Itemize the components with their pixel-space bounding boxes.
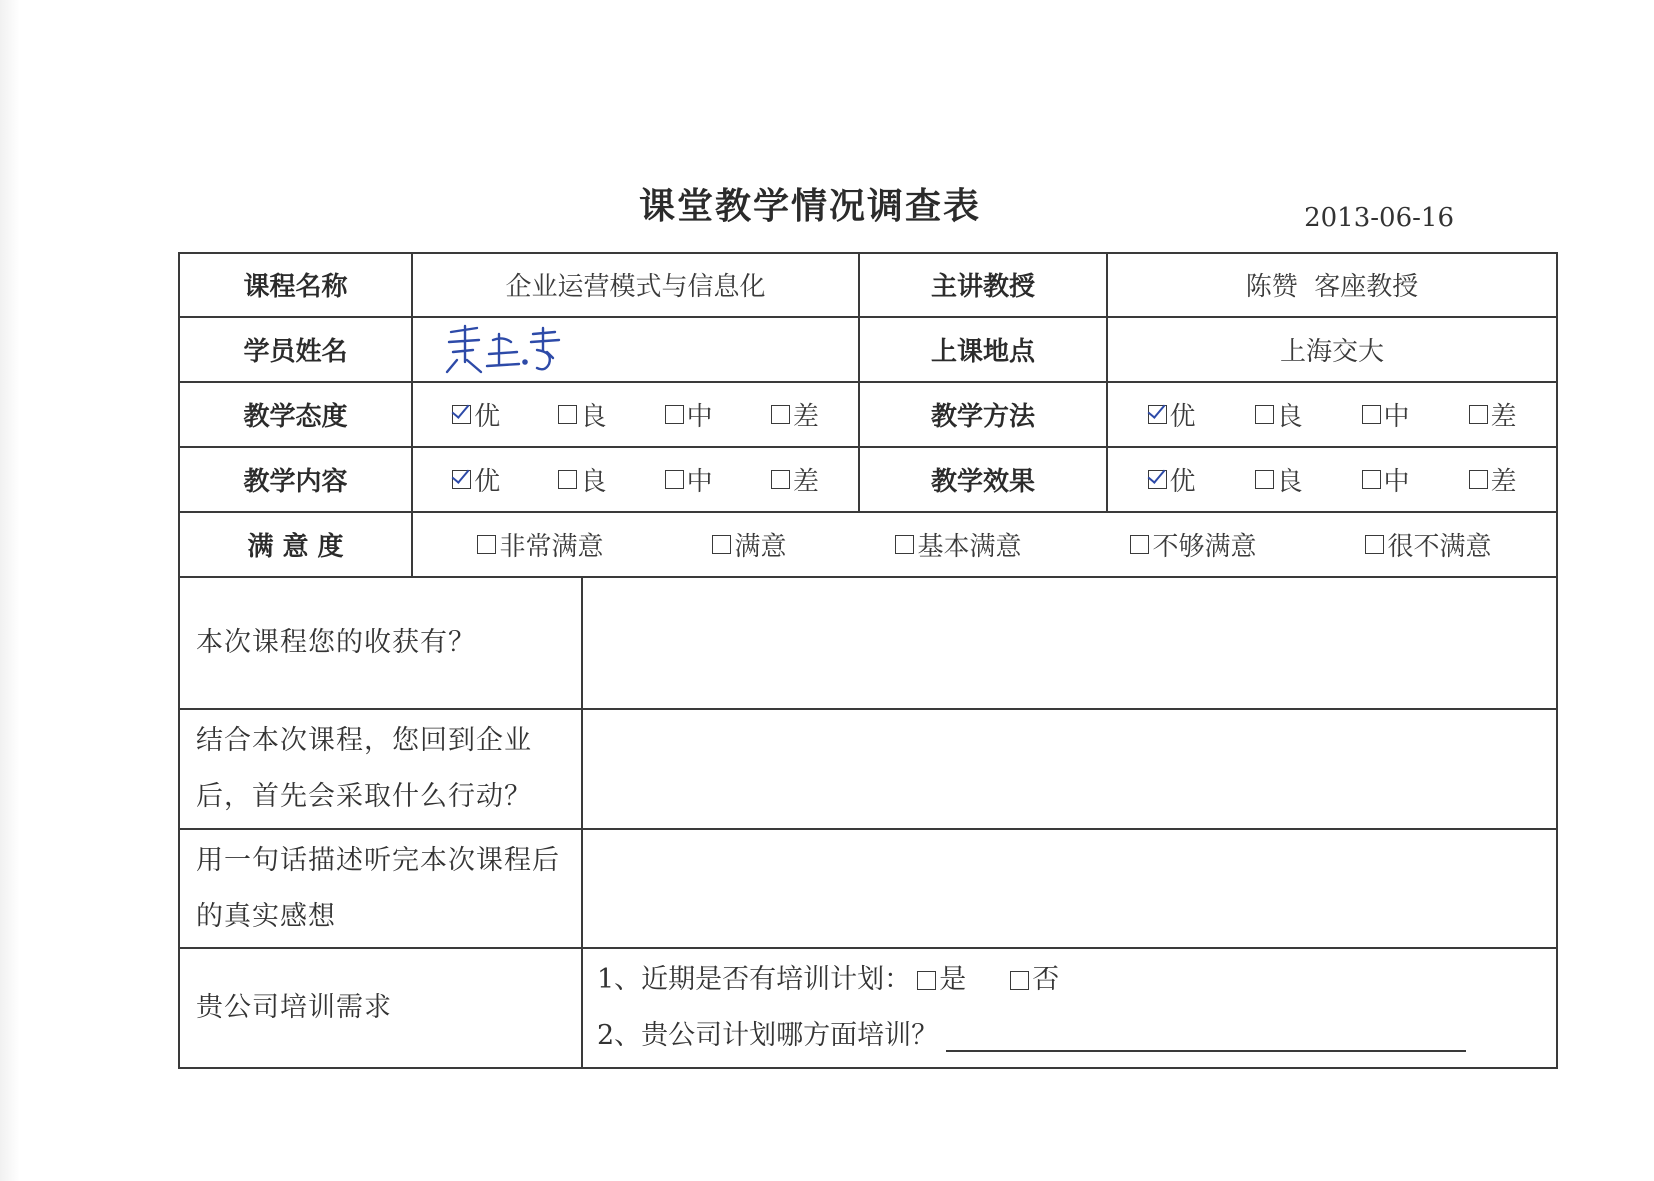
- attitude-option-3[interactable]: [771, 396, 819, 433]
- student-name-field[interactable]: [412, 317, 859, 382]
- survey-table: [178, 252, 1558, 1069]
- method-label: 教学方法: [859, 382, 1107, 447]
- satisfaction-option-group: [413, 526, 1556, 563]
- training-area-line: [583, 1008, 1556, 1064]
- method-option-3[interactable]: [1469, 396, 1517, 433]
- checked-checkbox-icon: [452, 405, 471, 424]
- option-label: 优: [474, 402, 501, 433]
- option-label: 很不满意: [1387, 532, 1492, 563]
- content-option-1[interactable]: [558, 461, 606, 498]
- option-label: 优: [474, 467, 501, 498]
- checked-checkbox-icon: [1148, 405, 1167, 424]
- checkbox-icon: [1365, 535, 1384, 554]
- effect-option-2[interactable]: [1362, 461, 1410, 498]
- course-name-value: 企业运营模式与信息化: [412, 253, 859, 317]
- training-area-question: 2、贵公司计划哪方面培训？: [597, 1020, 939, 1052]
- checkbox-icon: [771, 470, 790, 489]
- needs-answers: [582, 948, 1557, 1068]
- method-option-0[interactable]: [1148, 396, 1196, 433]
- answer-action[interactable]: [582, 709, 1557, 829]
- effect-option-0[interactable]: [1148, 461, 1196, 498]
- answer-feeling[interactable]: [582, 829, 1557, 949]
- checkbox-icon: [917, 971, 936, 990]
- course-name-label: 课程名称: [179, 253, 412, 317]
- option-label: 非常满意: [499, 532, 604, 563]
- checkbox-icon: [477, 535, 496, 554]
- checkbox-icon: [1469, 470, 1488, 489]
- checkbox-icon: [665, 405, 684, 424]
- training-area-blank[interactable]: [946, 1020, 1466, 1052]
- plan-no-label: 否: [1032, 964, 1060, 996]
- plan-yes-option[interactable]: [917, 952, 966, 1008]
- checkbox-icon: [771, 405, 790, 424]
- plan-no-option[interactable]: [1010, 952, 1059, 1008]
- effect-option-3[interactable]: [1469, 461, 1517, 498]
- checkbox-icon: [1362, 405, 1381, 424]
- content-option-2[interactable]: [665, 461, 713, 498]
- option-label: 良: [1276, 402, 1303, 433]
- training-plan-question: 1、近期是否有培训计划：: [597, 964, 912, 996]
- question-needs: 贵公司培训需求: [179, 948, 582, 1068]
- checkbox-icon: [558, 405, 577, 424]
- question-action: 结合本次课程，您回到企业后，首先会采取什么行动？: [179, 709, 582, 829]
- checkbox-icon: [1362, 470, 1381, 489]
- content-option-0[interactable]: [452, 461, 500, 498]
- satisfaction-options: [412, 512, 1557, 577]
- attitude-option-2[interactable]: [665, 396, 713, 433]
- checkbox-icon: [1469, 405, 1488, 424]
- question-gain: 本次课程您的收获有？: [179, 577, 582, 709]
- satisfaction-option-1[interactable]: [712, 526, 786, 563]
- row-student: [179, 317, 1557, 382]
- location-value: 上海交大: [1107, 317, 1557, 382]
- checkbox-icon: [1255, 470, 1274, 489]
- method-options: [1107, 382, 1557, 447]
- effect-option-1[interactable]: [1255, 461, 1303, 498]
- satisfaction-option-3[interactable]: [1130, 526, 1256, 563]
- attitude-options: [412, 382, 859, 447]
- handwritten-signature: [413, 320, 573, 378]
- option-label: 良: [580, 467, 607, 498]
- answer-gain[interactable]: [582, 577, 1557, 709]
- option-label: 中: [1383, 402, 1410, 433]
- location-label: 上课地点: [859, 317, 1107, 382]
- checkbox-icon: [1130, 535, 1149, 554]
- content-options: [412, 447, 859, 512]
- checked-checkbox-icon: [452, 470, 471, 489]
- plan-yes-label: 是: [939, 964, 967, 996]
- training-plan-line: [583, 952, 1556, 1008]
- attitude-option-1[interactable]: [558, 396, 606, 433]
- attitude-label: 教学态度: [179, 382, 412, 447]
- row-action: [179, 709, 1557, 829]
- scan-edge: [0, 0, 20, 1181]
- effect-options: [1107, 447, 1557, 512]
- form-title: 课堂教学情况调查表: [638, 186, 981, 227]
- satisfaction-option-4[interactable]: [1365, 526, 1491, 563]
- row-needs: [179, 948, 1557, 1068]
- satisfaction-option-2[interactable]: [895, 526, 1021, 563]
- option-label: 基本满意: [917, 532, 1022, 563]
- satisfaction-label: 满 意 度: [179, 512, 412, 577]
- option-label: 中: [1383, 467, 1410, 498]
- checkbox-icon: [1010, 971, 1029, 990]
- method-option-group: [1108, 396, 1556, 433]
- option-label: 差: [1490, 467, 1517, 498]
- option-label: 优: [1169, 467, 1196, 498]
- option-label: 中: [686, 467, 713, 498]
- checkbox-icon: [558, 470, 577, 489]
- effect-option-group: [1108, 461, 1556, 498]
- satisfaction-option-0[interactable]: [477, 526, 603, 563]
- option-label: 不够满意: [1152, 532, 1257, 563]
- method-option-1[interactable]: [1255, 396, 1303, 433]
- option-label: 中: [686, 402, 713, 433]
- lecturer-label: 主讲教授: [859, 253, 1107, 317]
- option-label: 良: [1276, 467, 1303, 498]
- option-label: 良: [580, 402, 607, 433]
- method-option-2[interactable]: [1362, 396, 1410, 433]
- checkbox-icon: [1255, 405, 1274, 424]
- content-option-3[interactable]: [771, 461, 819, 498]
- option-label: 优: [1169, 402, 1196, 433]
- content-label: 教学内容: [179, 447, 412, 512]
- option-label: 差: [792, 467, 819, 498]
- attitude-option-0[interactable]: [452, 396, 500, 433]
- row-course: [179, 253, 1557, 317]
- checkbox-icon: [712, 535, 731, 554]
- student-name-label: 学员姓名: [179, 317, 412, 382]
- question-feeling: 用一句话描述听完本次课程后的真实感想: [179, 829, 582, 949]
- row-attitude-method: [179, 382, 1557, 447]
- checkbox-icon: [665, 470, 684, 489]
- lecturer-value: 陈赞 客座教授: [1107, 253, 1557, 317]
- option-label: 差: [1490, 402, 1517, 433]
- content-option-group: [413, 461, 858, 498]
- row-feeling: [179, 829, 1557, 949]
- row-content-effect: [179, 447, 1557, 512]
- attitude-option-group: [413, 396, 858, 433]
- form-date: 2013-06-16: [1304, 203, 1454, 233]
- checkbox-icon: [895, 535, 914, 554]
- effect-label: 教学效果: [859, 447, 1107, 512]
- checked-checkbox-icon: [1148, 470, 1167, 489]
- row-gain: [179, 577, 1557, 709]
- option-label: 差: [792, 402, 819, 433]
- row-satisfaction: [179, 512, 1557, 577]
- option-label: 满意: [734, 532, 787, 563]
